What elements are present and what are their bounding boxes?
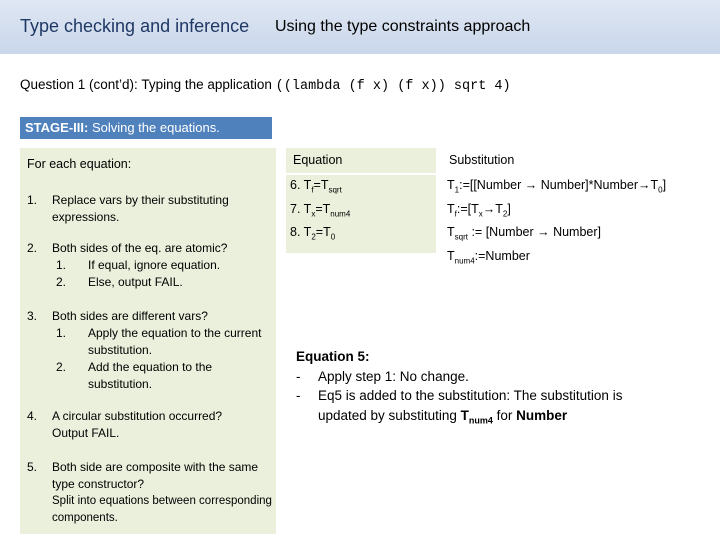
step-text: Both sides are different vars? [52,309,208,323]
arrow-icon: → [637,178,651,192]
table-row: 7. $T_x=T_{num4}$ [290,201,351,218]
table-row: $T_{sqrt}$ := [Number → Number] [447,225,602,242]
note-item: - Apply step 1: No change. [296,368,469,384]
substep: 1. If equal, ignore equation. [56,258,221,272]
table-divider [286,253,436,255]
stage-text: Solving the equations. [91,120,220,135]
step-number: 5. [27,460,38,474]
equation-5-title: Equation 5: [296,349,370,364]
substep: 2. Add the equation to the substitution. [56,360,213,391]
step-text: Both sides of the eq. are atomic? [52,241,228,255]
step-extra: Split into equations between corresponding components. [52,495,272,524]
algorithm-heading: For each equation: [27,157,132,171]
question-label: Question 1 (cont’d): Typing the application [20,77,272,92]
step-number: 2. [27,241,38,255]
table-row: $T_1:=[[Number$ → $Number]*Number\to T_0$] [447,178,667,195]
step-text: Both side are composite with the same type constructor? [52,460,259,491]
step-number: 3. [27,309,38,323]
table-divider [286,173,711,175]
stage-banner [20,117,272,139]
substep: 2. Else, output FAIL. [56,275,183,289]
question-code: ((lambda (f x) (f x)) sqrt 4) [275,79,511,94]
step-text: Replace vars by their substituting expressions. [52,193,229,224]
table-row: 6. $T_f=T_{sqrt}$ [290,178,342,195]
equation-5-notes [296,347,658,431]
table-row: 8. $T_2=T_0$ [290,225,336,242]
arrow-icon: → [524,178,538,192]
table-row: $T_{num4}:=Number$ [447,248,530,265]
stage-label: STAGE-III: [25,120,89,135]
arrow-icon: → [537,225,550,239]
equation-cells [290,176,350,247]
substep: 1. Apply the equation to the current substitution. [56,326,262,357]
question-line [20,77,511,94]
step-number: 4. [27,409,38,423]
algorithm-panel [20,148,276,534]
substitution-cells [447,176,666,270]
slide-title: Type checking and inference [20,16,250,36]
step-text: A circular substitution occurred? Output FAIL. [52,409,223,440]
arrow-icon: → [482,201,496,216]
note-item: - Eq5 is added to the substitution: The substitution is updated by substituting $T_{num4}$ for Number [296,388,623,426]
table-header-substitution: Substitution [449,153,515,167]
table-header-equation: Equation [293,153,343,167]
table-row: $T_f:=[T_x\to T_2]$ [447,201,511,218]
step-number: 1. [27,193,38,207]
slide-subtitle: Using the type constraints approach [275,18,531,35]
